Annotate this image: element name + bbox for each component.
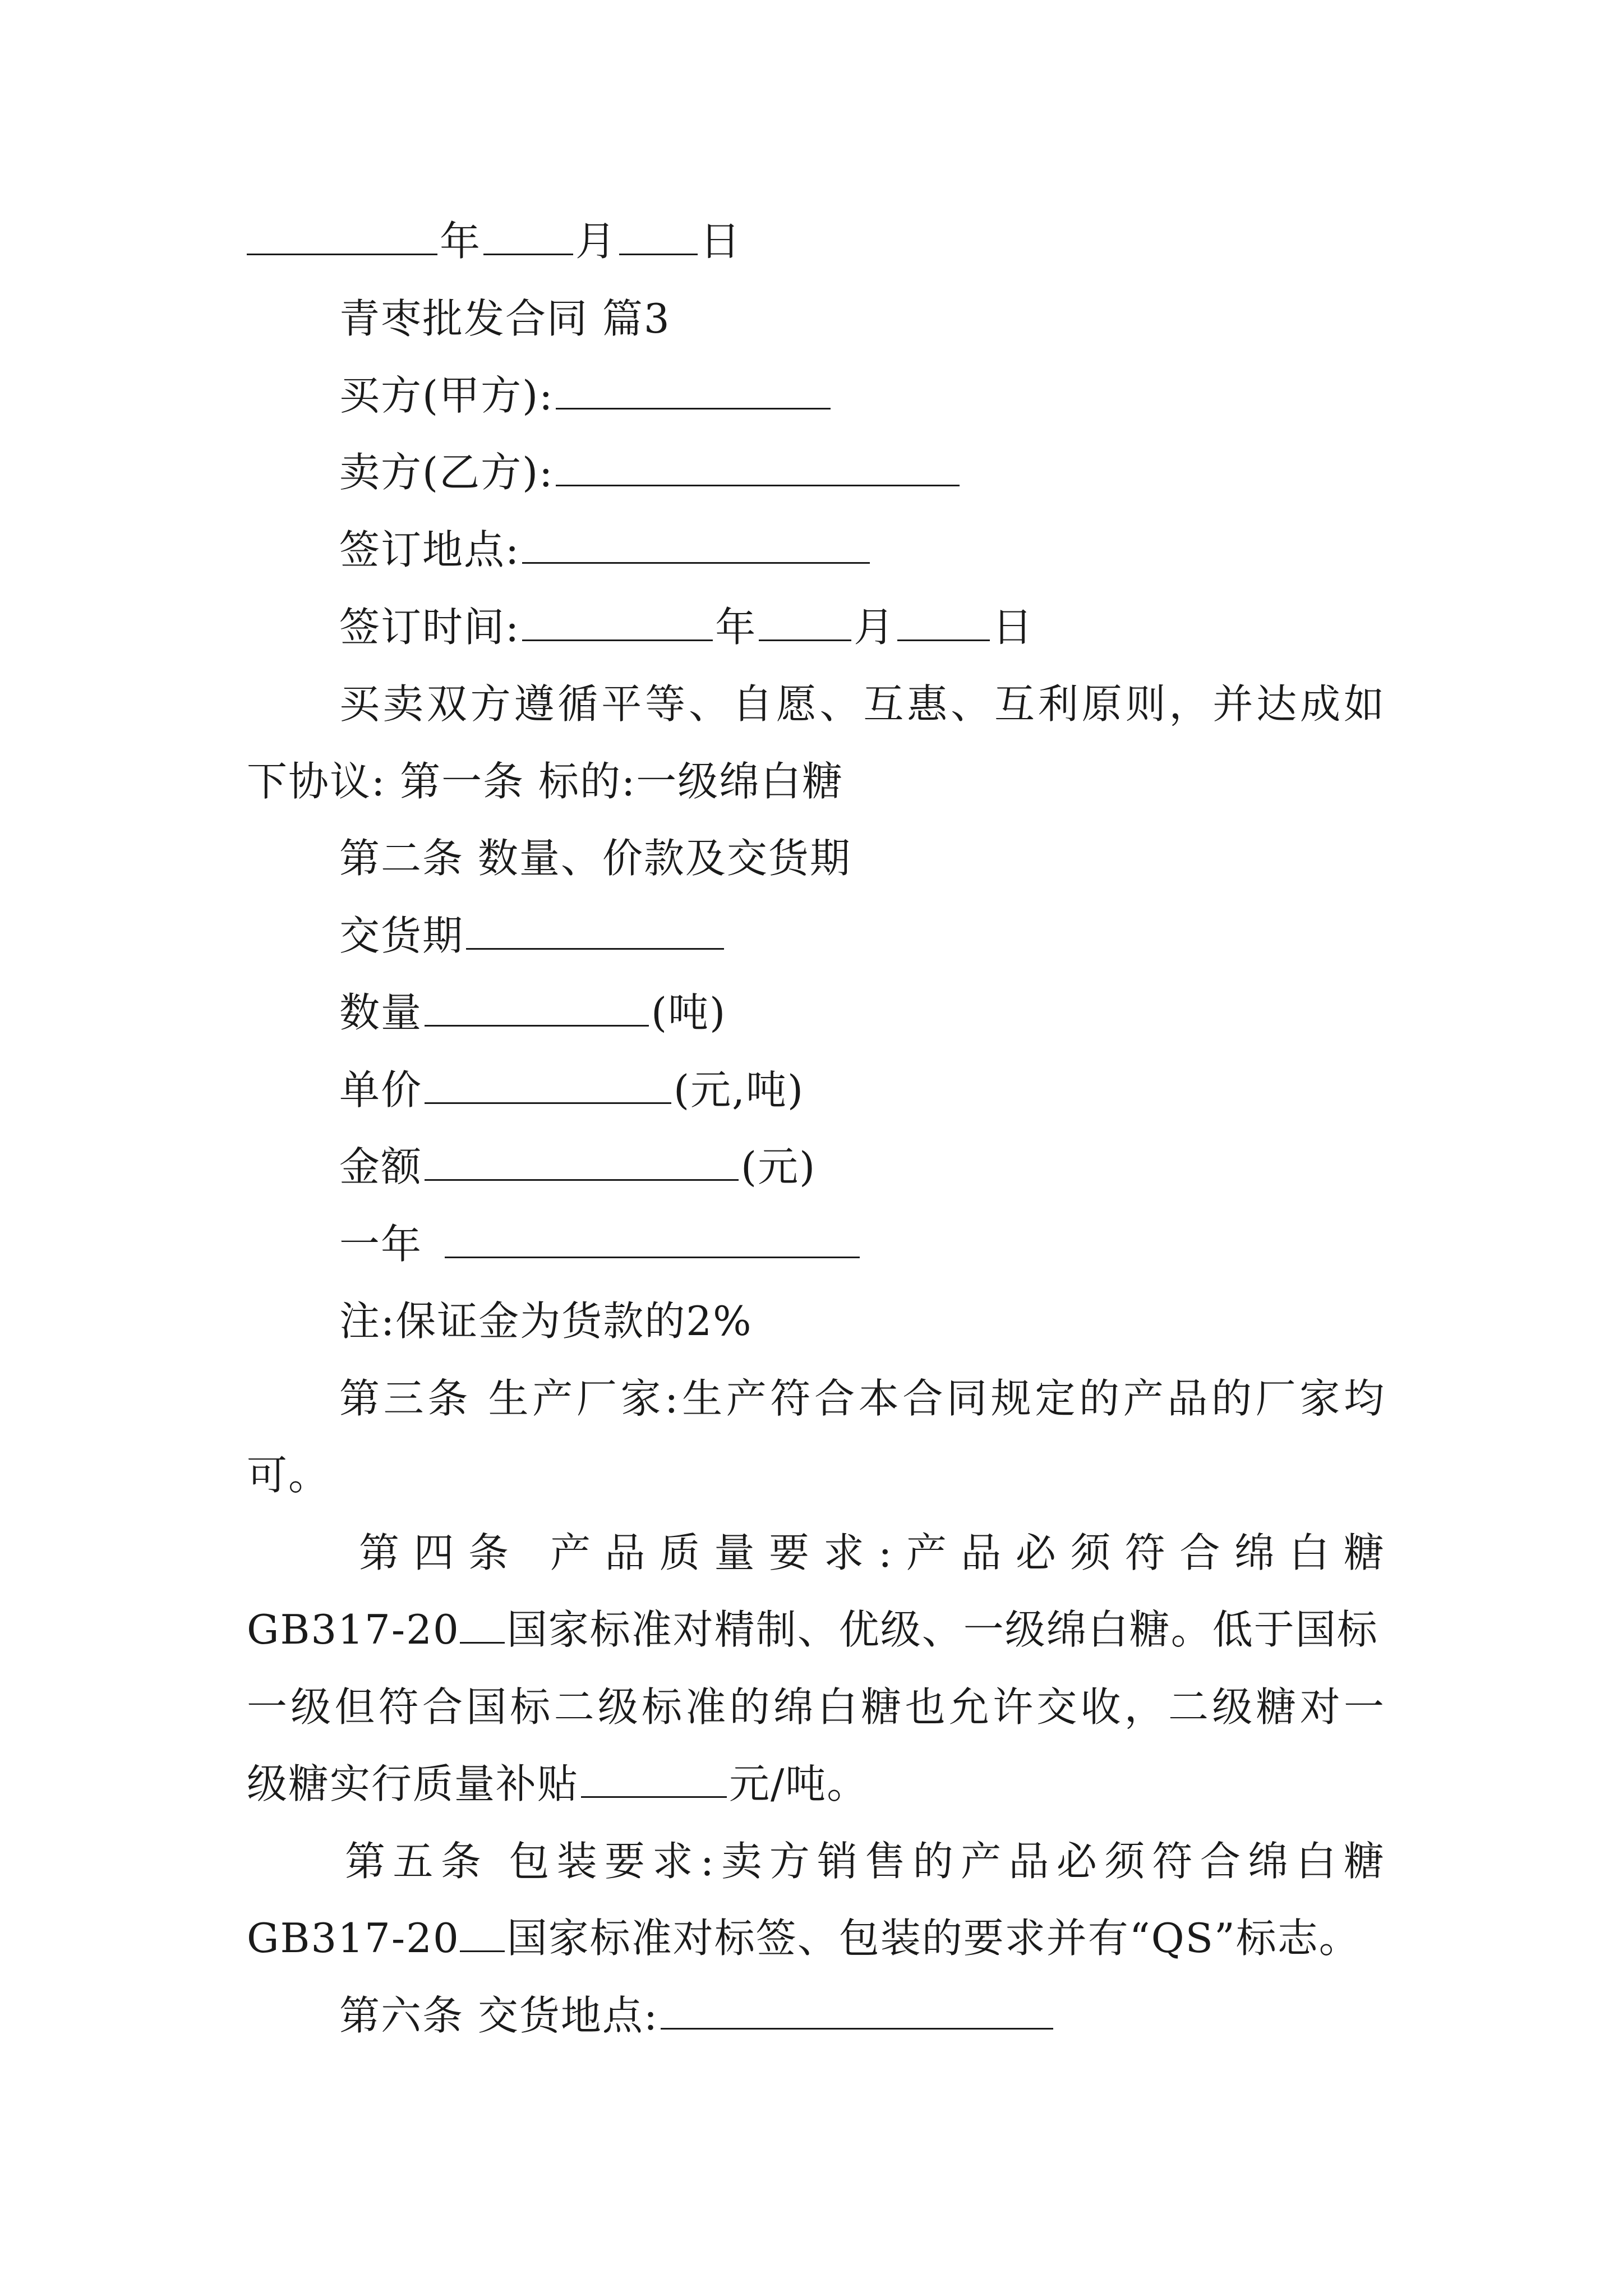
standard-year-blank-2 xyxy=(460,1917,505,1952)
amount-blank xyxy=(425,1145,739,1181)
quantity-label: 数量 xyxy=(339,989,423,1036)
intro-paragraph-line-2: 下协议: 第一条 标的:一级绵白糖 xyxy=(247,758,844,805)
intro-paragraph-line-1: 买卖双方遵循平等、自愿、互惠、互利原则，并达成如 xyxy=(339,680,1385,728)
unit-price-blank xyxy=(425,1069,671,1104)
signing-year-label: 年 xyxy=(715,604,757,651)
delivery-period-blank xyxy=(466,914,724,950)
signing-place-blank xyxy=(522,528,870,564)
quantity-blank xyxy=(425,991,649,1027)
standard-code-2: GB317-20 xyxy=(247,1915,460,1962)
buyer-blank xyxy=(556,374,831,409)
unit-price-unit: (元,吨) xyxy=(674,1066,805,1114)
subsidy-unit: 元/吨。 xyxy=(729,1760,869,1807)
article-4-line-4 xyxy=(247,1756,1385,1812)
year-blank xyxy=(247,220,437,255)
subsidy-label: 级糖实行质量补贴 xyxy=(247,1760,579,1807)
article-4-line-2-text: 国家标准对精制、优级、一级绵白糖。低于国标 xyxy=(506,1606,1378,1653)
signing-day-blank xyxy=(897,606,990,641)
signing-time-label: 签订时间: xyxy=(339,604,520,651)
amount-unit: (元) xyxy=(741,1143,817,1190)
signing-year-blank xyxy=(522,606,713,641)
signing-time-line xyxy=(339,599,1385,655)
article-4-line-2 xyxy=(247,1602,1385,1658)
article-5-line-2-text: 国家标准对标签、包装的要求并有“QS”标志。 xyxy=(506,1915,1361,1962)
one-year-label: 一年 xyxy=(339,1221,423,1268)
one-year-blank xyxy=(445,1223,860,1258)
deposit-note: 注:保证金为货款的2% xyxy=(339,1297,753,1345)
amount-line xyxy=(339,1139,1385,1195)
delivery-place-blank xyxy=(661,1994,1053,2030)
subsidy-blank xyxy=(581,1763,727,1798)
article-2-heading: 第二条 数量、价款及交货期 xyxy=(339,835,851,882)
signing-place-label: 签订地点: xyxy=(339,526,520,573)
day-blank xyxy=(619,220,698,255)
month-blank xyxy=(483,220,573,255)
article-4-line-3: 一级但符合国标二级标准的绵白糖也允许交收，二级糖对一 xyxy=(247,1683,1385,1731)
delivery-place-label: 第六条 交货地点: xyxy=(339,1992,659,2039)
quantity-line xyxy=(339,984,1385,1041)
buyer-label: 买方(甲方): xyxy=(339,372,554,419)
seller-line xyxy=(339,444,1385,500)
delivery-period-label: 交货期 xyxy=(339,912,464,959)
quantity-unit: (吨) xyxy=(651,989,727,1036)
month-label: 月 xyxy=(575,218,617,265)
article-5-line-1: 第五条 包装要求:卖方销售的产品必须符合绵白糖 xyxy=(345,1838,1385,1885)
article-4-line-1: 第四条 产品质量要求:产品必须符合绵白糖 xyxy=(359,1529,1385,1576)
signing-month-label: 月 xyxy=(854,604,896,651)
unit-price-line xyxy=(339,1062,1385,1118)
seller-label: 卖方(乙方): xyxy=(339,449,554,496)
buyer-line xyxy=(339,367,1385,424)
article-6-line xyxy=(339,1987,1385,2044)
year-label: 年 xyxy=(440,218,482,265)
delivery-period-line xyxy=(339,908,1385,964)
amount-label: 金额 xyxy=(339,1143,423,1190)
day-label: 日 xyxy=(700,218,742,265)
article-3-line-2: 可。 xyxy=(247,1452,330,1499)
signing-day-label: 日 xyxy=(992,604,1034,651)
signing-place-line xyxy=(339,522,1385,578)
standard-code: GB317-20 xyxy=(247,1606,460,1653)
unit-price-label: 单价 xyxy=(339,1066,423,1114)
standard-year-blank xyxy=(460,1608,505,1644)
seller-blank xyxy=(556,451,960,486)
contract-title: 青枣批发合同 篇3 xyxy=(339,295,671,342)
article-3-line-1: 第三条 生产厂家:生产符合本合同规定的产品的厂家均 xyxy=(339,1375,1385,1422)
signing-month-blank xyxy=(759,606,851,641)
article-5-line-2 xyxy=(247,1910,1385,1966)
date-line xyxy=(247,213,1385,269)
one-year-line xyxy=(339,1216,1385,1272)
